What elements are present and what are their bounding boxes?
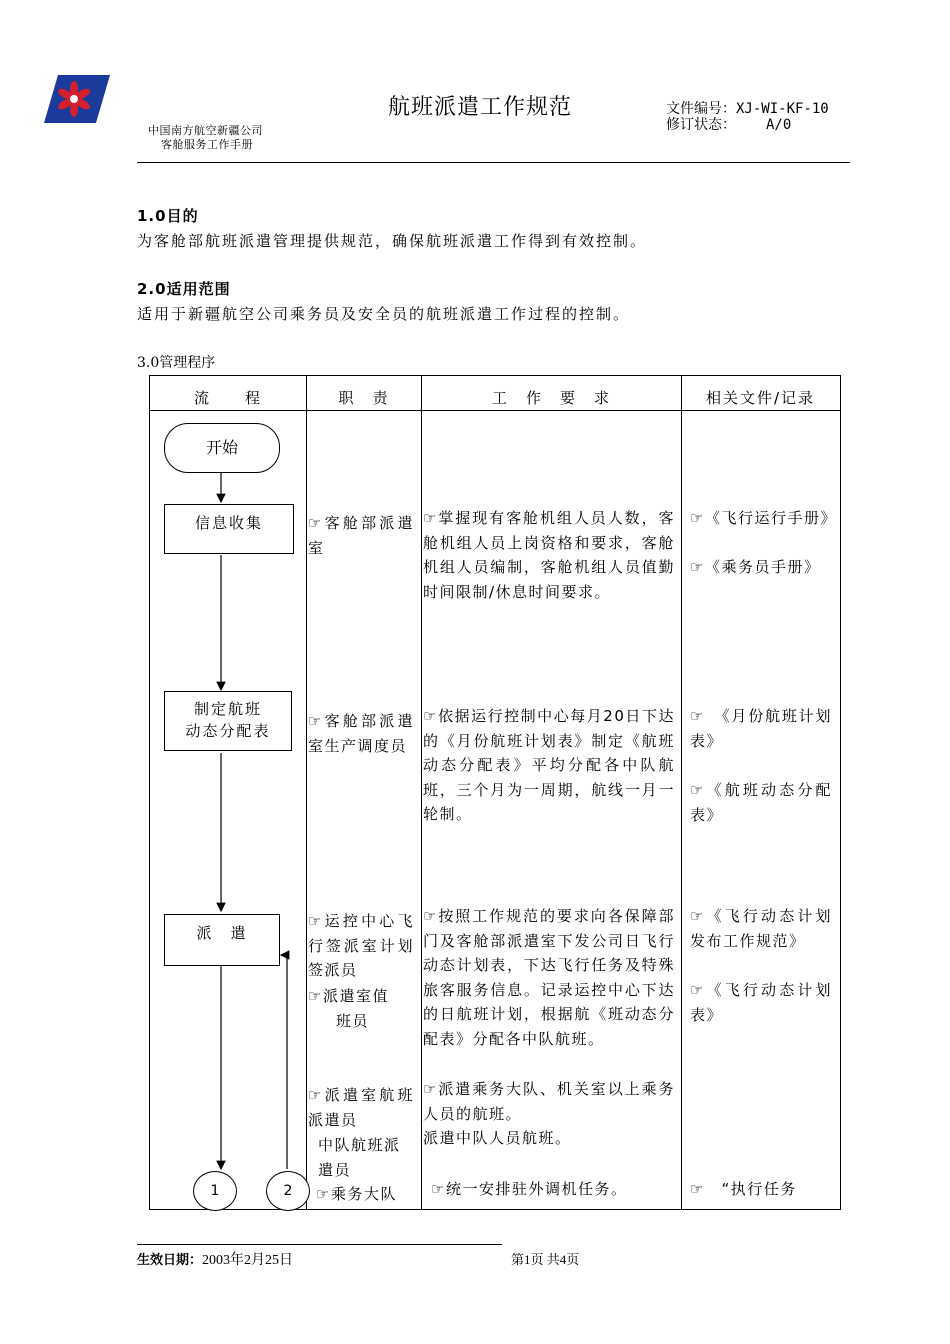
page-number: 第1页 共4页 (511, 1252, 580, 1267)
col-header-duty: 职 责 (338, 389, 390, 407)
row4-duty-b (308, 1133, 420, 1182)
header-divider (137, 162, 850, 163)
row2-requirement: ☞依据运行控制中心每月20日下达的《月份航班计划表》制定《航班动态分配表》平均分配各中队航班，三个月为一周期，航线一月一轮制。 (423, 707, 675, 823)
col-divider-3 (681, 375, 682, 1209)
row3-doc-1: ☞《飞行动态计划发布工作规范》 (690, 907, 832, 950)
company-logo-icon (44, 75, 110, 125)
row1-doc-2: ☞《乘务员手册》 (690, 558, 821, 576)
row5-doc-1: ☞ “执行任务 (690, 1180, 797, 1198)
col-divider-2 (421, 375, 422, 1209)
row4-duty-a: ☞派遣室航班派遣员 (308, 1086, 414, 1129)
row5-duty: ☞乘务大队 (316, 1185, 397, 1203)
flow-step-make-table-line1: 制定航班 (193, 700, 262, 718)
row4-duty-b-line2: 遣员 (318, 1160, 352, 1179)
row1-doc-1: ☞《飞行运行手册》 (690, 509, 837, 527)
row4-requirement-a: ☞派遣乘务大队、机关室以上乘务人员的航班。 (423, 1080, 675, 1123)
row3-doc-2: ☞《飞行动态计划表》 (690, 981, 832, 1024)
col-header-docs: 相关文件/记录 (705, 389, 816, 407)
doc-number-label: 文件编号： (666, 101, 736, 117)
row3-duty-b-line1: ☞派遣室值 (308, 987, 389, 1005)
row1-duty: ☞客舱部派遣室 (308, 514, 414, 557)
effective-date (137, 1249, 293, 1269)
flow-step-dispatch: 派 遣 (164, 914, 280, 966)
row5-requirement: ☞统一安排驻外调机任务。 (431, 1180, 628, 1198)
row4-requirement-b: 派遣中队人员航班。 (423, 1129, 572, 1147)
section-purpose-text: 为客舱部航班派遣管理提供规范，确保航班派遣工作得到有效控制。 (137, 232, 648, 250)
revision-label: 修订状态： (666, 117, 736, 133)
row3-requirement: ☞按照工作规范的要求向各保障部门及客舱部派遣室下发公司日飞行动态计划表，下达飞行任务及特殊旅客服务信息。记录运控中心下达的日航班计划，根据航《班动态分配表》分配各中队航班。 (423, 907, 675, 1048)
page-title: 航班派遣工作规范 (388, 95, 573, 120)
section-procedure-heading: 3.0管理程序 (137, 355, 216, 371)
row2-duty: ☞客舱部派遣室生产调度员 (308, 712, 414, 755)
doc-number-value: XJ-WI-KF-10 (736, 101, 829, 117)
row1-requirement: ☞掌握现有客舱机组人员人数，客舱机组人员上岗资格和要求，客舱机组人员编制，客舱机组人员值勤时间限制/休息时间要求。 (423, 509, 675, 601)
row4-duty-b-line1: 中队航班派 (318, 1136, 401, 1154)
flow-step-info-collection: 信息收集 (164, 504, 294, 554)
effective-date-label: 生效日期： (137, 1253, 203, 1268)
company-name: 中国南方航空新疆公司 (148, 124, 263, 137)
manual-name: 客舱服务工作手册 (161, 138, 253, 151)
footer-divider (137, 1244, 502, 1245)
flow-step-make-table-line2: 动态分配表 (185, 722, 271, 740)
section-scope-heading: 2.0适用范围 (137, 280, 231, 298)
effective-date-value: 2003年2月25日 (202, 1253, 294, 1268)
row2-doc-2: ☞《航班动态分配表》 (690, 781, 832, 824)
section-scope-text: 适用于新疆航空公司乘务员及安全员的航班派遣工作过程的控制。 (137, 305, 631, 323)
col-header-flow: 流 程 (193, 389, 262, 407)
doc-number (666, 101, 829, 118)
row3-duty-a: ☞运控中心飞行签派室计划签派员 (308, 912, 414, 979)
flow-connector-1: 1 (193, 1171, 237, 1211)
row3-duty-b (308, 984, 414, 1033)
section-purpose-heading: 1.0目的 (137, 207, 199, 225)
revision-value: A/0 (766, 117, 792, 133)
col-header-requirement: 工 作 要 求 (491, 389, 611, 407)
flow-connector-2: 2 (266, 1171, 310, 1211)
row3-duty-b-line2: 班员 (336, 1011, 370, 1030)
col-divider-1 (306, 375, 307, 1209)
revision-status (666, 117, 791, 134)
flow-start-node: 开始 (164, 423, 280, 473)
flow-step-make-table (164, 691, 292, 751)
row2-doc-1: ☞ 《月份航班计划表》 (690, 707, 832, 750)
